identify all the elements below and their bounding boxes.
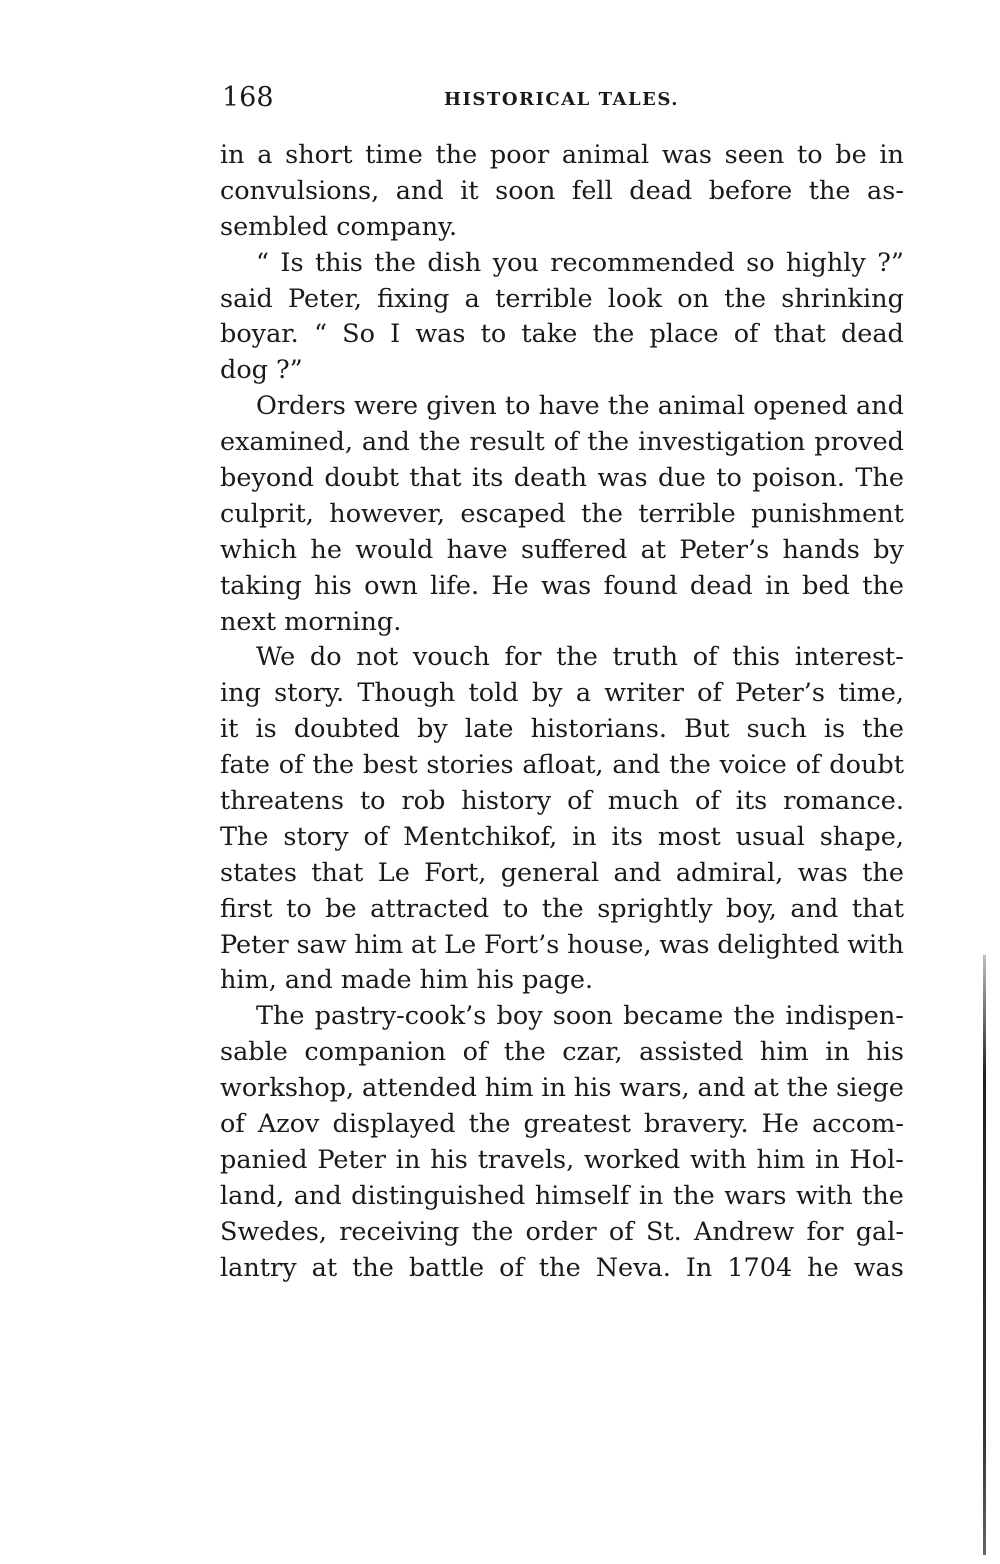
text-line: it is doubted by late historians. But such is the: [220, 714, 904, 745]
text-line: The story of Mentchikof, in its most usual shape,: [220, 821, 904, 852]
text-line: lantry at the battle of the Neva. In 1704 he was: [220, 1252, 904, 1283]
text-line: dog ?”: [220, 355, 303, 386]
text-line: convulsions, and it soon fell dead before the as-: [220, 175, 904, 206]
text-line: boyar. “ So I was to take the place of that dead: [220, 319, 904, 350]
page-edge-shadow: [983, 955, 986, 1555]
page-number: 168: [222, 82, 274, 113]
text-line: him, and made him his page.: [220, 965, 594, 996]
body-text: [220, 138, 904, 1287]
text-line: panied Peter in his travels, worked with him in Hol-: [220, 1144, 904, 1175]
text-line: in a short time the poor animal was seen to be in: [220, 140, 904, 170]
text-line: “ Is this the dish you recommended so highly ?”: [256, 247, 904, 278]
text-line: We do not vouch for the truth of this interest-: [256, 642, 904, 673]
text-line: examined, and the result of the investigation proved: [220, 427, 904, 458]
text-line: The pastry-cook’s boy soon became the indispen-: [256, 1001, 904, 1032]
text-line: of Azov displayed the greatest bravery. He accom-: [220, 1109, 904, 1140]
text-line: next morning.: [220, 606, 402, 637]
text-line: Swedes, receiving the order of St. Andrew for gal-: [220, 1216, 904, 1247]
text-line: first to be attracted to the sprightly boy, and that: [220, 893, 904, 924]
text-line: taking his own life. He was found dead in bed the: [220, 570, 904, 601]
text-line: ing story. Though told by a writer of Peter’s time,: [220, 678, 904, 709]
text-line: threatens to rob history of much of its romance.: [220, 786, 904, 817]
text-line: beyond doubt that its death was due to poison. The: [220, 463, 904, 494]
text-line: sembled company.: [220, 211, 458, 242]
text-line: states that Le Fort, general and admiral, was the: [220, 857, 904, 888]
text-line: Orders were given to have the animal opened and: [256, 391, 904, 422]
text-line: fate of the best stories afloat, and the voice of doubt: [220, 750, 904, 781]
running-title: HISTORICAL TALES.: [444, 89, 679, 110]
text-line: sable companion of the czar, assisted him in his: [220, 1037, 904, 1068]
text-line: Peter saw him at Le Fort’s house, was delighted with: [220, 929, 904, 960]
text-line: which he would have suffered at Peter’s hands by: [220, 534, 904, 565]
text-line: said Peter, fixing a terrible look on the shrinking: [220, 283, 904, 314]
text-line: workshop, attended him in his wars, and at the siege: [220, 1073, 904, 1104]
text-line: land, and distinguished himself in the wars with the: [220, 1180, 904, 1211]
text-line: culprit, however, escaped the terrible punishment: [220, 498, 904, 529]
page-header: [222, 78, 904, 118]
